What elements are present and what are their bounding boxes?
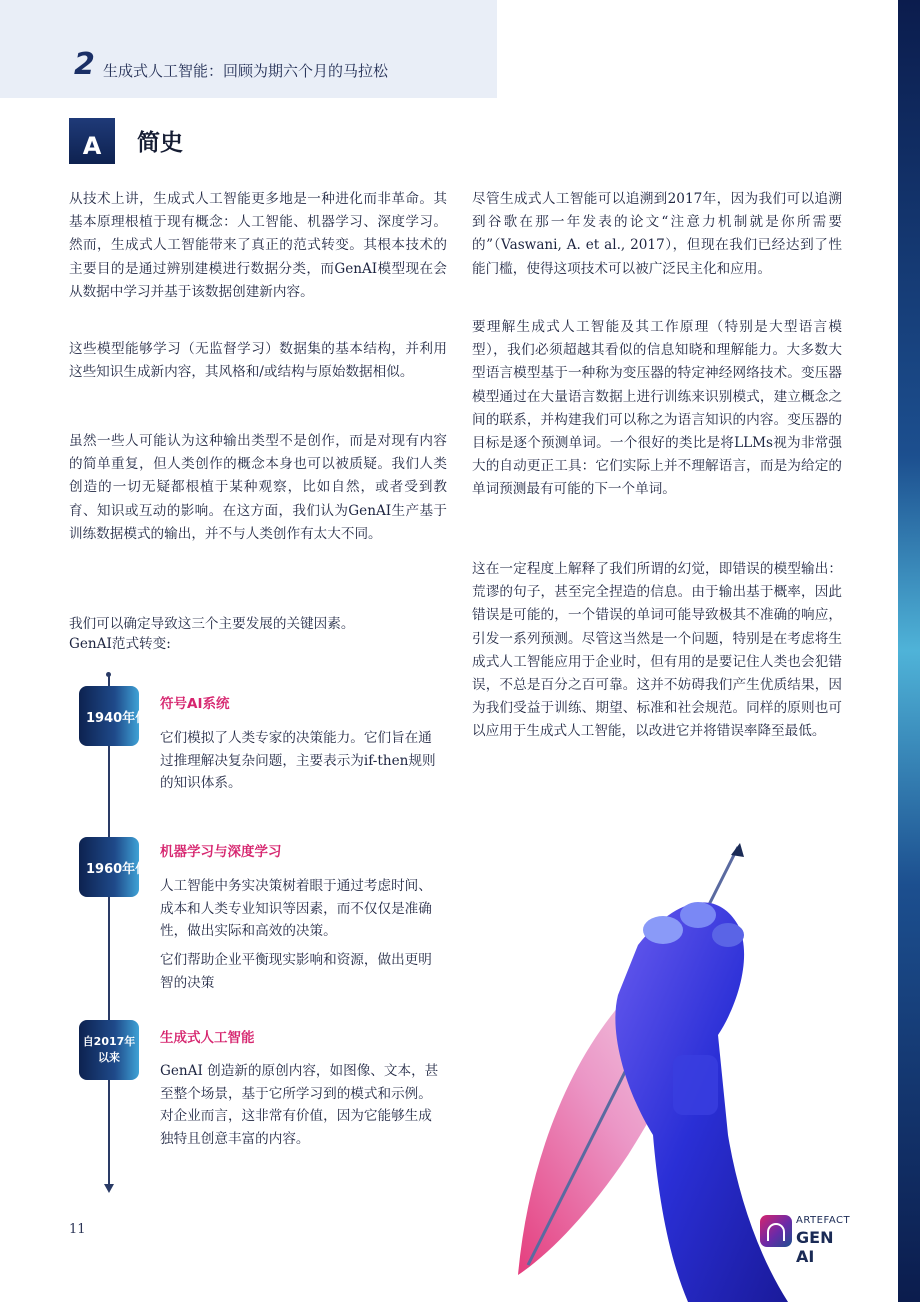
page-number: 11 [69,1222,86,1237]
era-badge-2017: 自2017年以来 [79,1020,139,1080]
logo-text-artefact: ARTEFACT [796,1215,851,1226]
decorative-edge-bar [898,0,920,1302]
era-badge-1940: 1940年代 [79,686,139,746]
right-paragraph-3: 这在一定程度上解释了我们所谓的幻觉，即错误的模型输出：荒谬的句子，甚至完全捏造的信息。由于输出基于概率，因此错误是可能的，一个错误的单词可能导致极其不准确的响应，引发一系列预测。尽管这当然是一个问题，特别是在考虑将生成式人工智能应用于企业时，但有用的是要记住人类也会犯错误，不总是百分之百可靠。这并不妨碍我们产生优质结果，因为我们受益于训练、期望、标准和社会规范。同样的原则也可以应用于生成式人工智能，以改进它并将错误率降至最低。 [472,561,842,740]
timeline-axis [108,676,110,1184]
era-description: 它们帮助企业平衡现实影响和资源，做出更明智的决策 [160,952,432,991]
left-paragraph-2: 这些模型能够学习（无监督学习）数据集的基本结构，并利用这些知识生成新内容，其风格和/或结构与原始数据相似。 [69,341,447,381]
era-title-generative-ai: 生成式人工智能 [160,1030,255,1046]
artefact-gen-ai-logo [760,1213,856,1266]
left-paragraph-1: 从技术上讲，生成式人工智能更多地是一种进化而非革命。其基本原理根植于现有概念：人工智能、机器学习、深度学习。然而，生成式人工智能带来了真正的范式转变。其根本技术的主要目的是通过辨别建模进行数据分类，而GenAI模型现在会从数据中学习并基于该数据创建新内容。 [69,191,447,300]
right-paragraph-1: 尽管生成式人工智能可以追溯到2017年，因为我们可以追溯到谷歌在那一年发表的论文“注意力机制就是你所需要的”（Vaswani, A. et al., 2017），但现在我们已经达到了性能门槛，使得这项技术可以被广泛民主化和应用。 [472,191,842,277]
era-description: GenAI 创造新的原创内容，如图像、文本，甚至整个场景，基于它所学习到的模式和示例。对企业而言，这非常有价值，因为它能够生成独特且创意丰富的内容。 [160,1063,439,1147]
section-title: 简史 [137,130,183,156]
era-description: 人工智能中务实决策树着眼于通过考虑时间、成本和人类专业知识等因素，而不仅仅是准确性，做出实际和高效的决策。 [160,878,432,939]
era-badge-1960: 1960年代 [79,837,139,897]
logo-mark-icon [760,1215,792,1247]
section-letter-badge: A [69,118,115,164]
timeline-arrow-icon [104,1184,114,1193]
left-paragraph-3: 虽然一些人可能认为这种输出类型不是创作，而是对现有内容的简单重复，但人类创作的概念本身也可以被质疑。我们人类创造的一切无疑都根植于某种观察，比如自然，或者受到教育、知识或互动的影响。在这方面，我们认为GenAI生产基于训练数据模式的输出，并不与人类创作有太大不同。 [69,433,447,542]
chapter-title: 生成式人工智能：回顾为期六个月的马拉松 [103,62,389,80]
timeline-intro: 我们可以确定导致这三个主要发展的关键因素。GenAI范式转变: [69,616,355,652]
era-title-machine-learning: 机器学习与深度学习 [160,844,282,860]
right-paragraph-2: 要理解生成式人工智能及其工作原理（特别是大型语言模型），我们必须超越其看似的信息知晓和理解能力。大多数大型语言模型基于一种称为变压器的特定神经网络技术。变压器模型通过在大量语言数据上进行训练来识别模式，建立概念之间的联系，并构建我们可以称之为语言知识的内容。变压器的目标是逐个预测单词。一个很好的类比是将LLMs视为非常强大的自动更正工具：它们实际上并不理解语言，而是为给定的单词预测最有可能的下一个单词。 [472,319,842,498]
logo-text-gen-ai: GEN AI [796,1228,834,1266]
chapter-number: 2 [74,47,95,82]
era-title-symbolic-ai: 符号AI系统 [160,696,230,712]
era-description: 它们模拟了人类专家的决策能力。它们旨在通过推理解决复杂问题，主要表示为if-then规则的知识体系。 [160,730,436,791]
